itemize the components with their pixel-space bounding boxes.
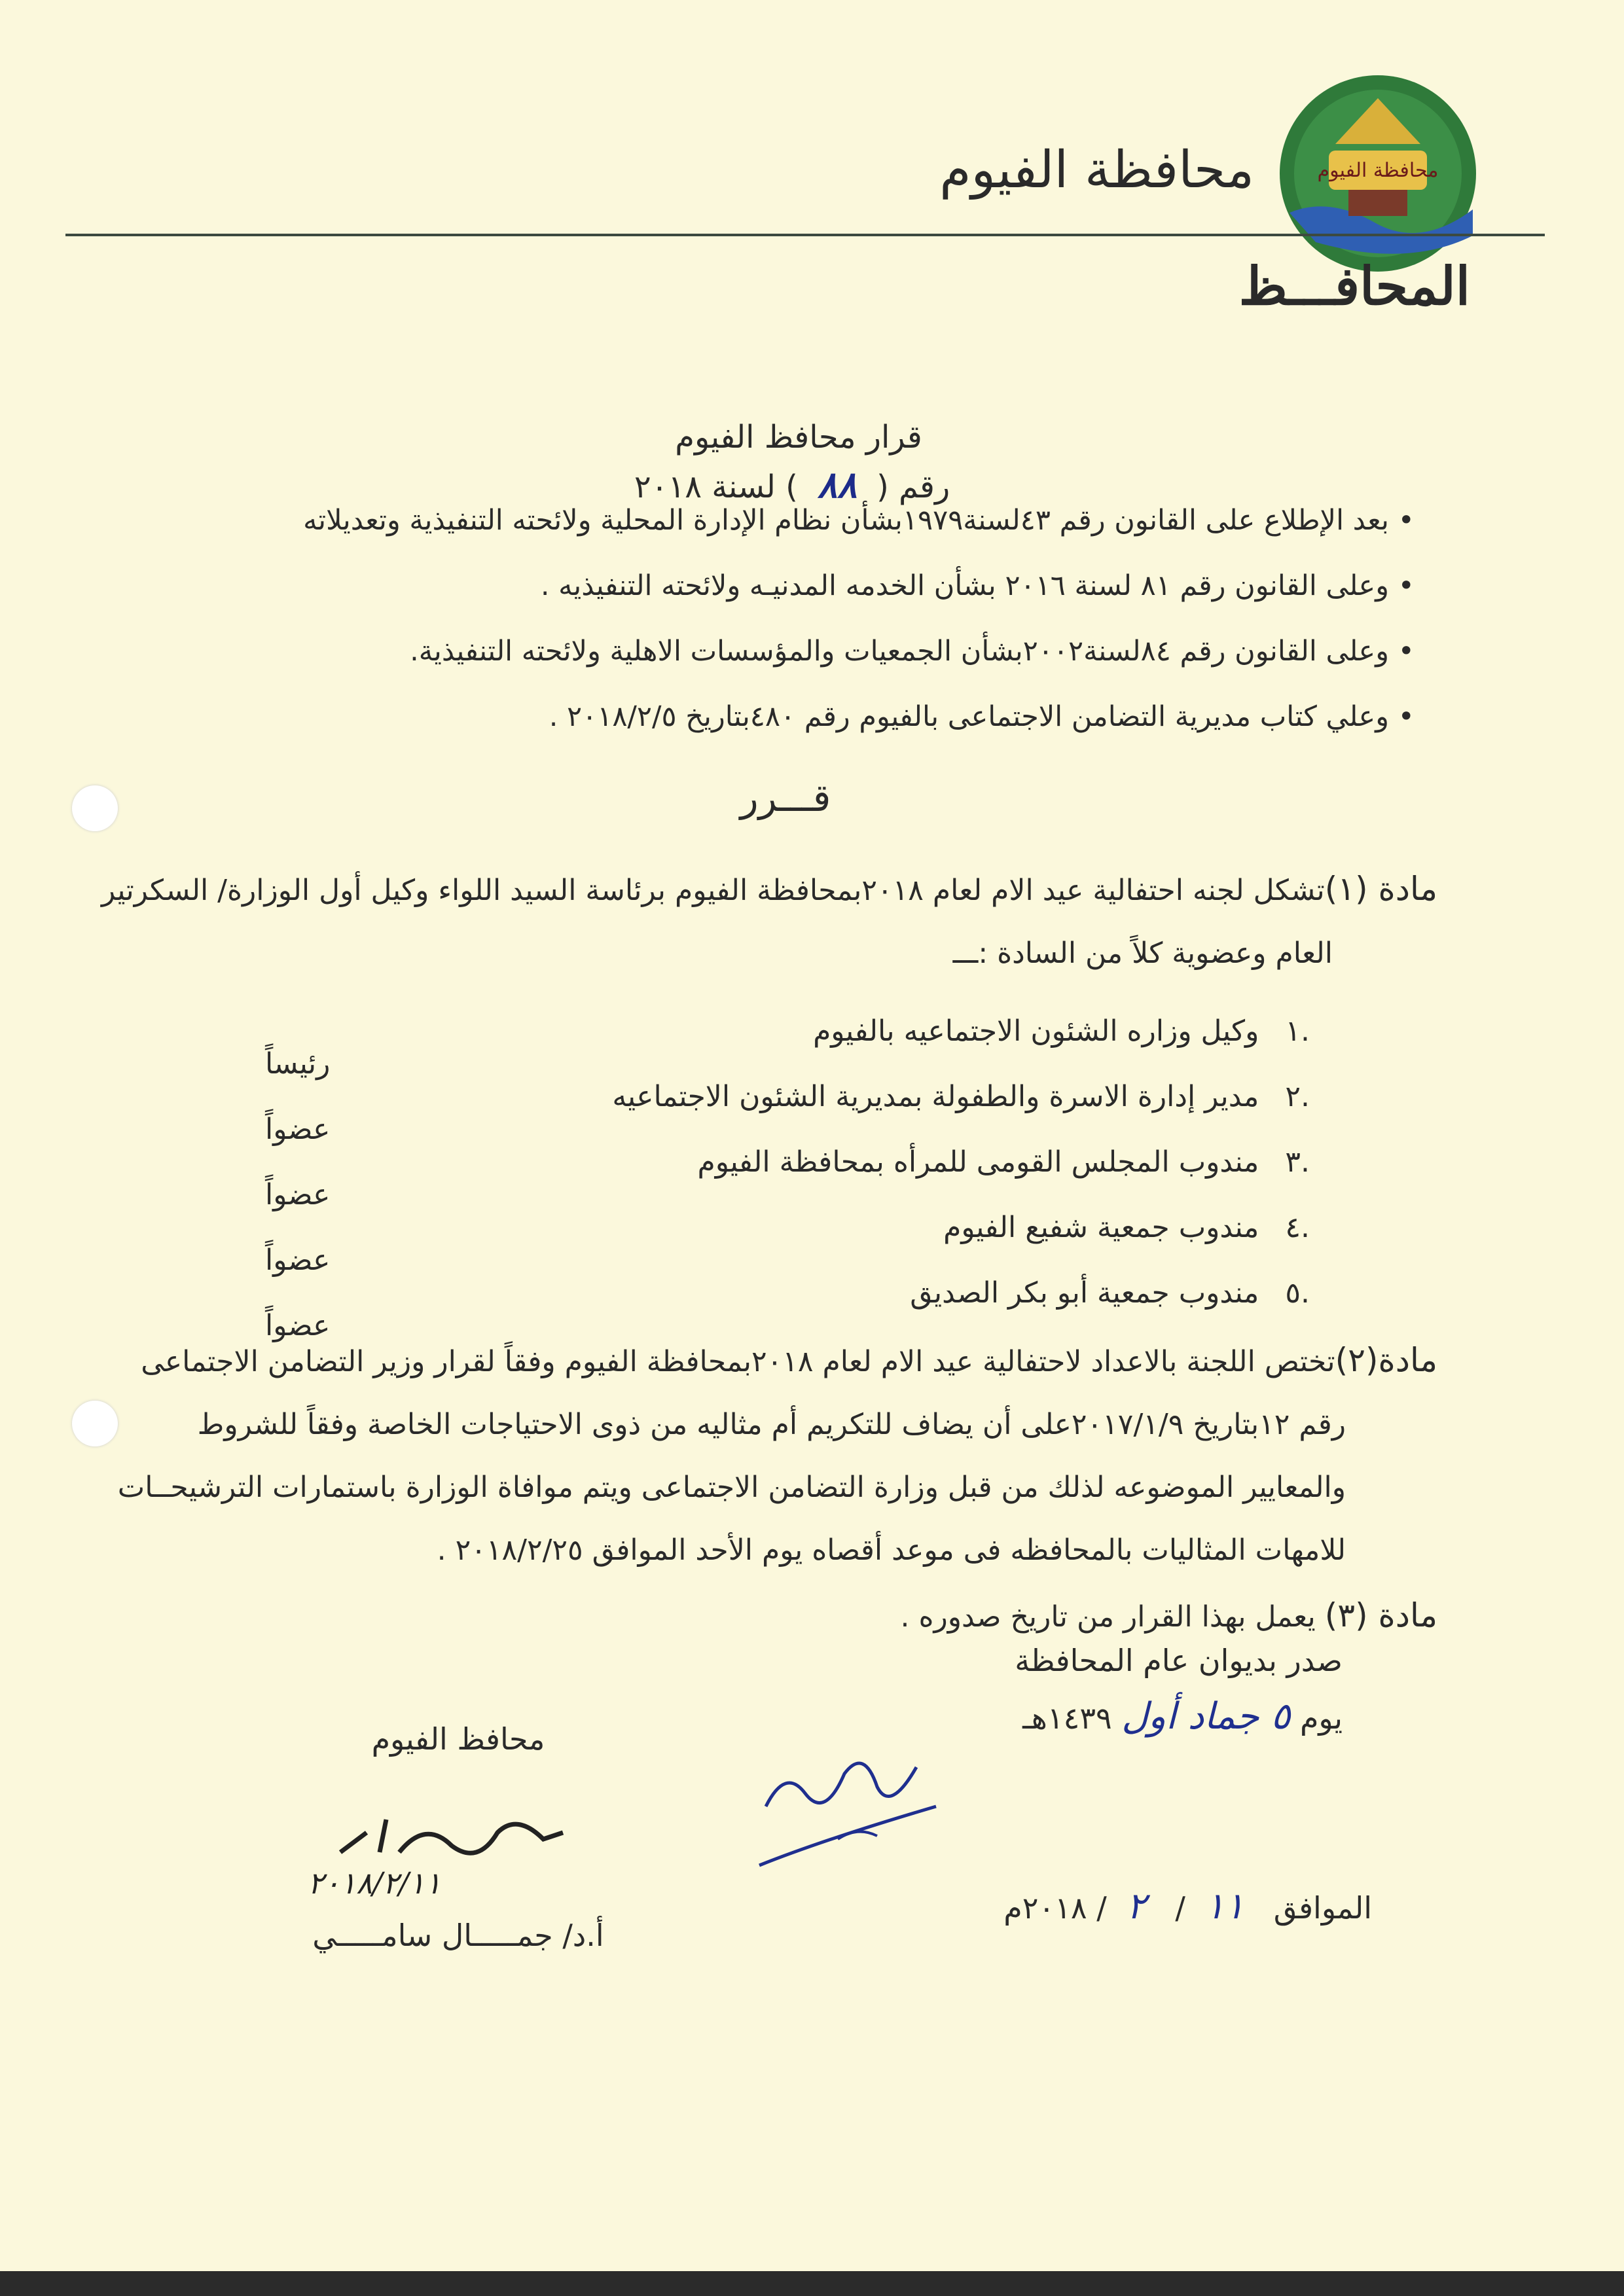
member-number: .٥ bbox=[1285, 1276, 1310, 1310]
gregorian-year: ٢٠١٨م bbox=[1003, 1890, 1087, 1926]
preamble-item: • وعلى القانون رقم ٨٤لسنة٢٠٠٢بشأن الجمعيات والمؤسسات الاهلية ولائحته التنفيذية. bbox=[410, 635, 1415, 668]
decided-heading: قـــرر bbox=[740, 776, 831, 820]
article-3-text: يعمل بهذا القرار من تاريخ صدوره . bbox=[900, 1600, 1316, 1634]
reviewer-signature-icon bbox=[746, 1728, 943, 1878]
gregorian-month: ٢ bbox=[1126, 1885, 1146, 1928]
member-name: مندوب المجلس القومى للمرأه بمحافظة الفيوم bbox=[697, 1145, 1259, 1179]
member-role: عضواً bbox=[265, 1178, 331, 1211]
member-item bbox=[262, 1014, 1310, 1048]
decree-number-line bbox=[563, 463, 1021, 507]
member-name: وكيل وزاره الشئون الاجتماعيه بالفيوم bbox=[813, 1014, 1259, 1048]
article-2-line: والمعايير الموضوعه لذلك من قبل وزارة التضامن الاجتماعى ويتم موافاة الوزارة باستمارات الترشيحــات bbox=[117, 1471, 1346, 1504]
member-number: .٤ bbox=[1285, 1211, 1310, 1244]
article-2-line: تختص اللجنة بالاعداد لاحتفالية عيد الام لعام ٢٠١٨بمحافظة الفيوم وفقاً لقرار وزير التضامن الاجتماعى bbox=[141, 1345, 1335, 1378]
article-2-label: مادة(٢) bbox=[1335, 1341, 1437, 1379]
signatory-title: محافظ الفيوم bbox=[371, 1721, 545, 1757]
member-role: عضواً bbox=[265, 1113, 331, 1146]
member-number: .٢ bbox=[1285, 1080, 1310, 1113]
governor-signature-icon bbox=[327, 1806, 576, 1872]
hijri-day-label: يوم bbox=[1299, 1700, 1343, 1736]
scan-edge bbox=[0, 2271, 1624, 2296]
article-1-line: تشكل لجنه احتفالية عيد الام لعام ٢٠١٨بمحافظة الفيوم برئاسة السيد اللواء وكيل أول الوزارة/ السكرتير bbox=[101, 874, 1325, 907]
article-2 bbox=[96, 1329, 1437, 1582]
article-3 bbox=[96, 1584, 1437, 1649]
fayoum-governorate-emblem-icon bbox=[1276, 72, 1479, 275]
article-1-label: مادة (١) bbox=[1324, 870, 1437, 908]
member-number: .١ bbox=[1285, 1014, 1310, 1048]
article-1-line: العام وعضوية كلاً من السادة :ـــ bbox=[952, 937, 1333, 970]
article-2-line: للامهات المثاليات بالمحافظه فى موعد أقصاه يوم الأحد الموافق ٢٠١٨/٢/٢٥ . bbox=[437, 1534, 1346, 1567]
punch-hole bbox=[72, 1401, 118, 1446]
member-role: عضواً bbox=[265, 1309, 331, 1342]
member-item bbox=[262, 1276, 1310, 1310]
gregorian-label: الموافق bbox=[1273, 1890, 1372, 1926]
signatory-name: أ.د/ جمـــــال سامـــــي bbox=[312, 1918, 604, 1953]
member-role: عضواً bbox=[265, 1244, 331, 1277]
preamble-item: • وعلي كتاب مديرية التضامن الاجتماعى بالفيوم رقم ٤٨٠بتاريخ ٢٠١٨/٢/٥ . bbox=[549, 700, 1415, 733]
preamble-item: • بعد الإطلاع على القانون رقم ٤٣لسنة١٩٧٩بشأن نظام الإدارة المحلية ولائحته التنفيذية وتعديلاته bbox=[303, 504, 1415, 537]
hijri-date-line bbox=[1022, 1695, 1343, 1738]
punch-hole bbox=[72, 785, 118, 831]
gregorian-day: ١١ bbox=[1204, 1885, 1245, 1928]
member-role: رئيساً bbox=[265, 1047, 331, 1081]
member-item bbox=[262, 1211, 1310, 1244]
signature-date: ٢٠١٨/٢/١١ bbox=[308, 1865, 441, 1901]
member-item bbox=[262, 1080, 1310, 1113]
member-name: مندوب جمعية شفيع الفيوم bbox=[943, 1211, 1259, 1244]
article-1 bbox=[96, 857, 1437, 985]
hijri-handwritten-date: ٥ جماد أول bbox=[1121, 1695, 1291, 1738]
office-title: المحافـــظ bbox=[1238, 255, 1470, 317]
decree-number-prefix: رقم ( bbox=[876, 469, 950, 505]
decree-title: قرار محافظ الفيوم bbox=[675, 419, 922, 456]
article-2-line: رقم ١٢بتاريخ ٢٠١٧/١/٩على أن يضاف للتكريم أم مثاليه من ذوى الاحتياجات الخاصة وفقاً للشروط bbox=[197, 1408, 1346, 1441]
member-name: مندوب جمعية أبو بكر الصديق bbox=[910, 1276, 1259, 1310]
decree-number-suffix: ) لسنة ٢٠١٨ bbox=[634, 469, 798, 505]
member-number: .٣ bbox=[1285, 1145, 1310, 1179]
gregorian-date-line: الموافق ١١/ ٢/ ٢٠١٨م bbox=[1003, 1885, 1372, 1928]
header-divider bbox=[65, 234, 1545, 236]
issued-line: صدر بديوان عام المحافظة bbox=[1015, 1643, 1343, 1678]
preamble-item: • وعلى القانون رقم ٨١ لسنة ٢٠١٦ بشأن الخدمه المدنيـه ولائحته التنفيذيه . bbox=[540, 569, 1415, 602]
svg-text:محافظة الفيوم: محافظة الفيوم bbox=[1317, 159, 1439, 182]
member-item bbox=[262, 1145, 1310, 1179]
governorate-name: محافظة الفيوم bbox=[939, 141, 1254, 200]
article-3-label: مادة (٣) bbox=[1324, 1596, 1437, 1634]
member-name: مدير إدارة الاسرة والطفولة بمديرية الشئون الاجتماعيه bbox=[612, 1080, 1259, 1113]
decree-number: ٨٨ bbox=[817, 463, 857, 507]
hijri-year: ١٤٣٩هـ bbox=[1022, 1700, 1112, 1736]
